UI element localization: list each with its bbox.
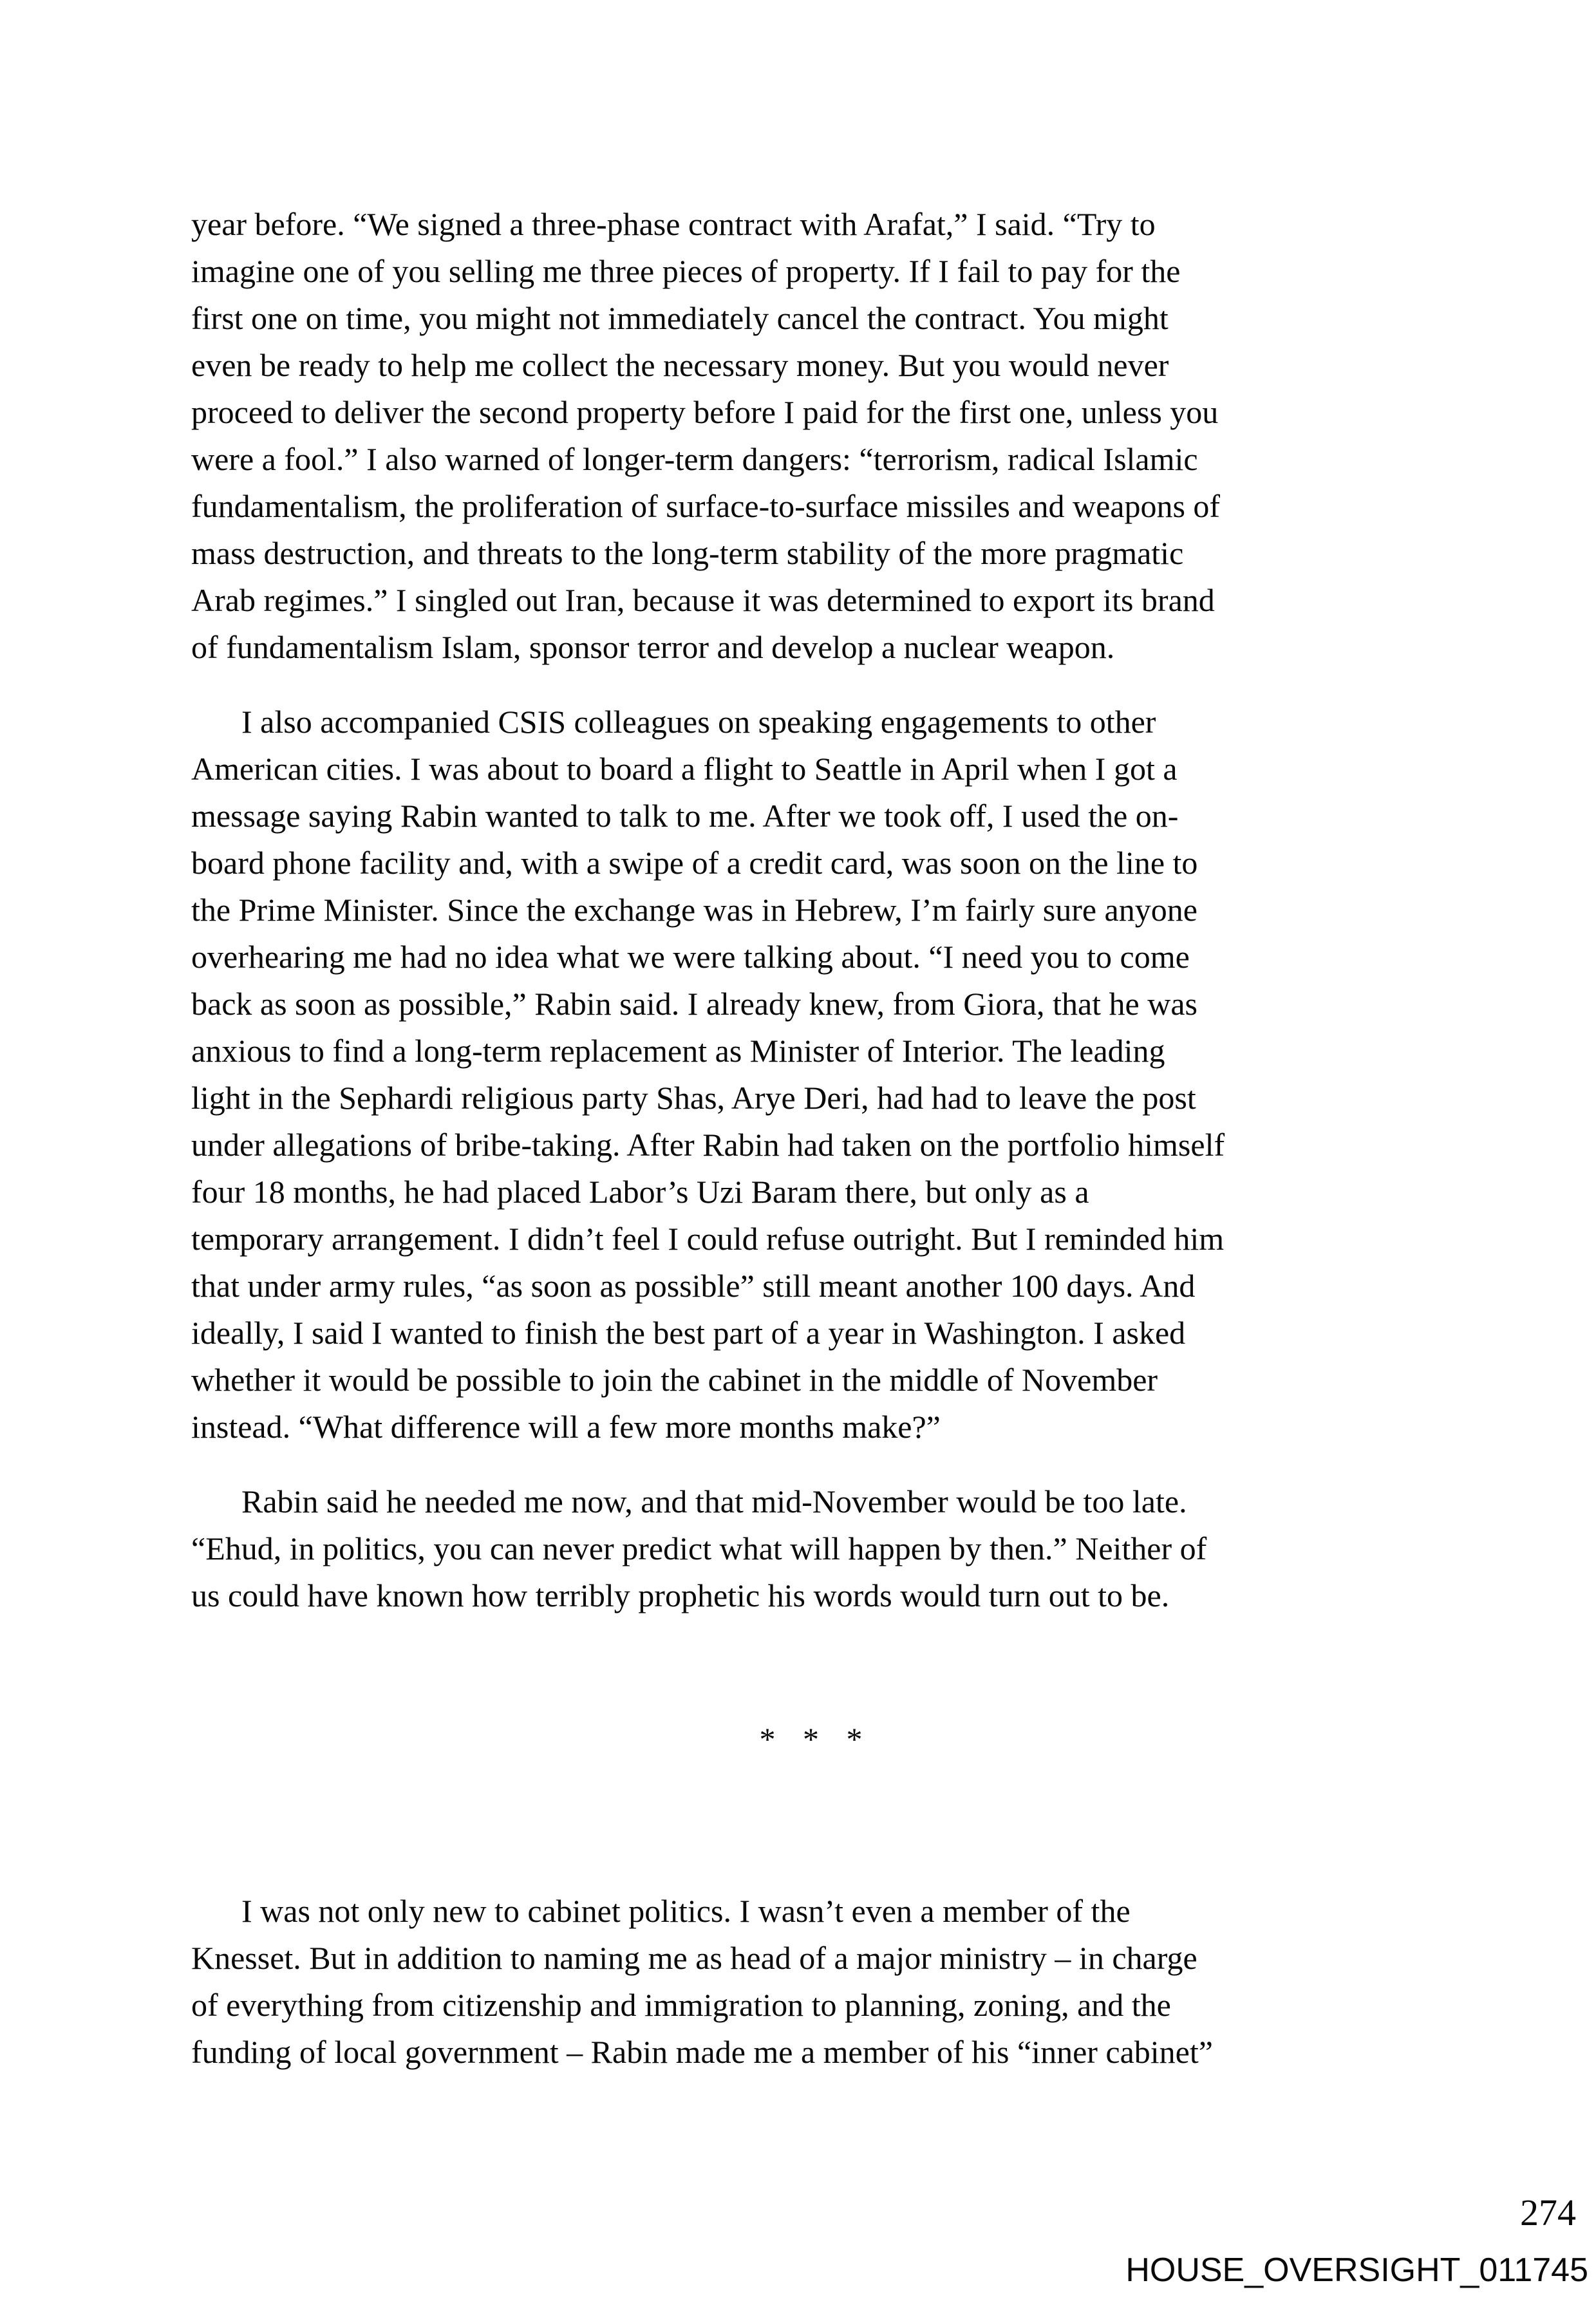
text-line: I also accompanied CSIS colleagues on speaking engagements to other: [241, 704, 1156, 740]
section-separator: * * *: [759, 1721, 863, 1757]
text-line: that under army rules, “as soon as possible” still meant another 100 days. And: [191, 1268, 1196, 1304]
text-line: “Ehud, in politics, you can never predict what will happen by then.” Neither of: [191, 1530, 1207, 1566]
text-line: of fundamentalism Islam, sponsor terror and develop a nuclear weapon.: [191, 629, 1115, 665]
text-line: of everything from citizenship and immigration to planning, zoning, and the: [191, 1987, 1171, 2023]
text-line: instead. “What difference will a few more months make?”: [191, 1409, 941, 1445]
text-line: proceed to deliver the second property before I paid for the first one, unless you: [191, 394, 1219, 430]
text-line: Rabin said he needed me now, and that mid-November would be too late.: [241, 1483, 1187, 1519]
text-line: temporary arrangement. I didn’t feel I could refuse outright. But I reminded him: [191, 1221, 1225, 1257]
text-line: imagine one of you selling me three pieces of property. If I fail to pay for the: [191, 253, 1181, 289]
text-line: even be ready to help me collect the necessary money. But you would never: [191, 347, 1169, 383]
text-line: Knesset. But in addition to naming me as head of a major ministry – in charge: [191, 1940, 1197, 1976]
page-number: 274: [1520, 2192, 1576, 2233]
text-line: fundamentalism, the proliferation of surface-to-surface missiles and weapons of: [191, 488, 1221, 524]
text-line: I was not only new to cabinet politics. I wasn’t even a member of the: [241, 1893, 1131, 1929]
text-line: us could have known how terribly prophetic his words would turn out to be.: [191, 1577, 1170, 1613]
text-line: whether it would be possible to join the cabinet in the middle of November: [191, 1362, 1158, 1398]
text-line: Arab regimes.” I singled out Iran, because it was determined to export its brand: [191, 582, 1215, 618]
text-line: the Prime Minister. Since the exchange was in Hebrew, I’m fairly sure anyone: [191, 892, 1197, 928]
text-line: four 18 months, he had placed Labor’s Uzi Baram there, but only as a: [191, 1174, 1089, 1210]
text-line: American cities. I was about to board a flight to Seattle in April when I got a: [191, 751, 1178, 787]
paragraph-4: [191, 1888, 1431, 2076]
text-line: under allegations of bribe-taking. After Rabin had taken on the portfolio himself: [191, 1127, 1225, 1163]
text-line: overhearing me had no idea what we were talking about. “I need you to come: [191, 939, 1190, 975]
text-line: back as soon as possible,” Rabin said. I already knew, from Giora, that he was: [191, 986, 1197, 1022]
text-line: board phone facility and, with a swipe of a credit card, was soon on the line to: [191, 845, 1198, 881]
text-line: ideally, I said I wanted to finish the best part of a year in Washington. I asked: [191, 1315, 1186, 1351]
text-line: mass destruction, and threats to the long-term stability of the more pragmatic: [191, 535, 1184, 571]
paragraph-2: [191, 699, 1431, 1451]
text-line: year before. “We signed a three-phase contract with Arafat,” I said. “Try to: [191, 206, 1156, 242]
text-line: light in the Sephardi religious party Shas, Arye Deri, had had to leave the post: [191, 1080, 1196, 1116]
page-text: [191, 201, 1431, 2076]
text-line: message saying Rabin wanted to talk to me. After we took off, I used the on-: [191, 798, 1179, 834]
text-line: anxious to find a long-term replacement as Minister of Interior. The leading: [191, 1033, 1165, 1069]
paragraph-1: [191, 201, 1431, 671]
text-line: first one on time, you might not immediately cancel the contract. You might: [191, 300, 1169, 336]
paragraph-3: [191, 1478, 1431, 1619]
text-line: funding of local government – Rabin made me a member of his “inner cabinet”: [191, 2034, 1213, 2070]
text-line: were a fool.” I also warned of longer-term dangers: “terrorism, radical Islamic: [191, 441, 1198, 477]
bates-stamp: HOUSE_OVERSIGHT_011745: [1125, 2251, 1588, 2289]
